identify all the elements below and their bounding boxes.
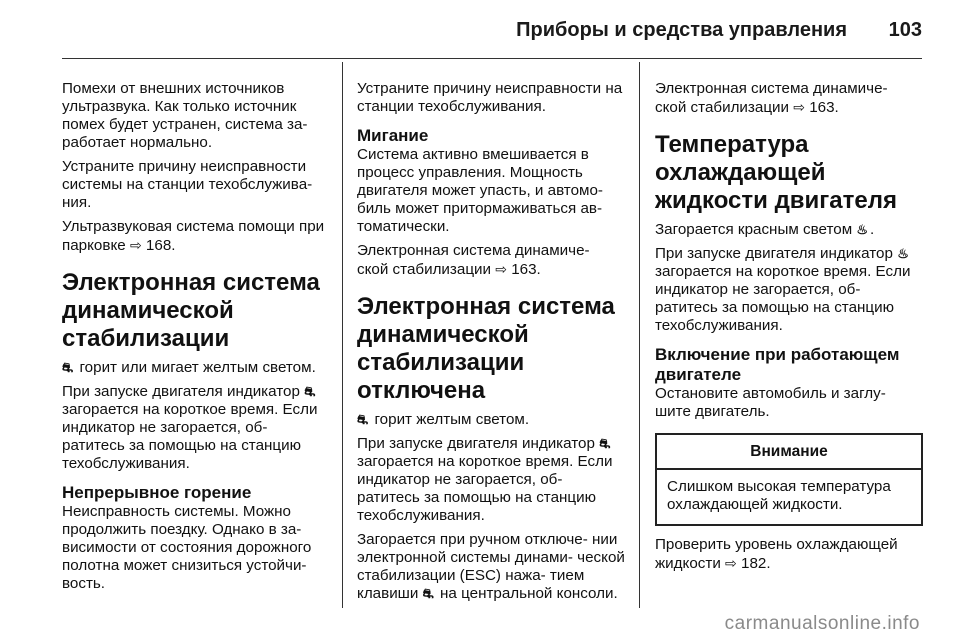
column-1 — [62, 80, 328, 599]
paragraph-text: загорается на короткое время. Если индикатор не загорается, об- ратитесь за помощью на станцию техобслуживания. — [655, 263, 911, 334]
paragraph-text: Проверить уровень охлаждающей жидкости — [655, 536, 898, 572]
paragraph — [655, 80, 923, 117]
esc-indicator-icon: ⛐ — [62, 360, 74, 375]
column-divider-2 — [639, 62, 640, 608]
paragraph: Остановите автомобиль и заглу- шите двигатель. — [655, 385, 886, 420]
paragraph-text: горит желтым светом. — [374, 411, 530, 428]
section-heading-esc: Электронная система динамической стабилизации — [62, 269, 320, 352]
paragraph — [62, 218, 328, 255]
paragraph: Помехи от внешних источников ультразвука. Как только источник помех будет устранен, система за- работает нормально. — [62, 80, 308, 151]
column-divider-1 — [342, 62, 343, 608]
paragraph: Устраните причину неисправности на станции техобслуживания. — [357, 80, 623, 115]
section-heading-esc-off: Электронная система динамической стабилизации отключена — [357, 293, 615, 404]
esc-off-indicator-icon: ⛐ — [357, 412, 369, 427]
paragraph — [655, 245, 923, 335]
page-ref-link[interactable]: 163. — [809, 99, 839, 116]
paragraph-text: Ультразвуковая система помощи при парковке — [62, 218, 325, 254]
paragraph-text: Загорается при ручном отключе- нии электронной системы динами- ческой стабилизации (ESC) нажа- тием клавиши — [357, 531, 625, 602]
section-heading-coolant: Температура охлаждающей жидкости двигателя — [655, 131, 898, 214]
page-ref-icon: ⇨ — [725, 555, 737, 571]
page-ref-link[interactable]: 168. — [145, 237, 176, 254]
esc-off-button-icon: ⛐ — [422, 586, 434, 601]
watermark: carmanualsonline.info — [724, 613, 920, 634]
paragraph-text: загорается на короткое время. Если индикатор не загорается, об- ратитесь за помощью на станцию техобслуживания. — [357, 453, 613, 524]
page-ref-link[interactable]: 163. — [511, 261, 541, 278]
paragraph-text: Электронная система динамиче- ской стабилизации — [357, 242, 590, 278]
paragraph — [357, 435, 625, 525]
paragraph-text: горит или мигает желтым светом. — [79, 359, 316, 376]
coolant-temperature-icon: ♨ — [856, 222, 869, 237]
paragraph: Загорается красным светом ♨ . — [655, 221, 875, 238]
column-3 — [655, 80, 923, 579]
paragraph — [62, 383, 328, 473]
subheading-blinking: Мигание — [357, 126, 429, 145]
paragraph — [357, 242, 625, 279]
esc-off-indicator-icon: ⛐ — [599, 436, 611, 451]
subheading-engine-running: Включение при работающем двигателе — [655, 345, 900, 384]
esc-indicator-icon: ⛐ — [304, 384, 316, 399]
page-ref-link[interactable]: 182. — [741, 555, 771, 572]
coolant-temperature-icon: ♨ — [897, 246, 909, 261]
paragraph: Система активно вмешивается в процесс управления. Мощность двигателя может упасть, и автомо- биль может притормаживаться ав- томатически. — [357, 146, 603, 235]
paragraph — [357, 531, 625, 603]
page-ref-icon: ⇨ — [129, 237, 142, 253]
paragraph-text: При запуске двигателя индикатор — [655, 245, 893, 262]
paragraph: Устраните причину неисправности системы на станции техобслужива- ния. — [62, 158, 313, 211]
paragraph — [357, 411, 625, 429]
paragraph-text: Загорается красным светом — [655, 221, 853, 238]
page-ref-icon: ⇨ — [793, 99, 805, 115]
subheading-continuous: Непрерывное горение — [62, 483, 252, 502]
page-number: 103 — [888, 19, 922, 41]
paragraph-text: на центральной консоли. — [440, 585, 618, 602]
header-divider — [62, 58, 922, 59]
paragraph-text: При запуске двигателя индикатор — [62, 383, 300, 400]
paragraph-text: Электронная система динамиче- ской стабилизации — [655, 80, 888, 116]
paragraph: Неисправность системы. Можно продолжить поездку. Однако в за- висимости от состояния дорожного полотна может снизиться устойчи- вость. — [62, 503, 312, 592]
page-header — [0, 0, 960, 62]
paragraph-text: загорается на короткое время. Если индикатор не загорается, об- ратитесь за помощью на станцию техобслуживания. — [62, 401, 318, 472]
warning-title: Внимание — [657, 435, 921, 470]
warning-text: Слишком высокая температура охлаждающей жидкости. — [667, 478, 891, 513]
page-title: Приборы и средства управления — [516, 19, 847, 41]
column-2 — [357, 80, 625, 609]
paragraph — [655, 536, 923, 573]
paragraph — [62, 359, 328, 377]
page-ref-icon: ⇨ — [495, 261, 507, 277]
warning-box — [655, 433, 923, 526]
paragraph-text: При запуске двигателя индикатор — [357, 435, 595, 452]
